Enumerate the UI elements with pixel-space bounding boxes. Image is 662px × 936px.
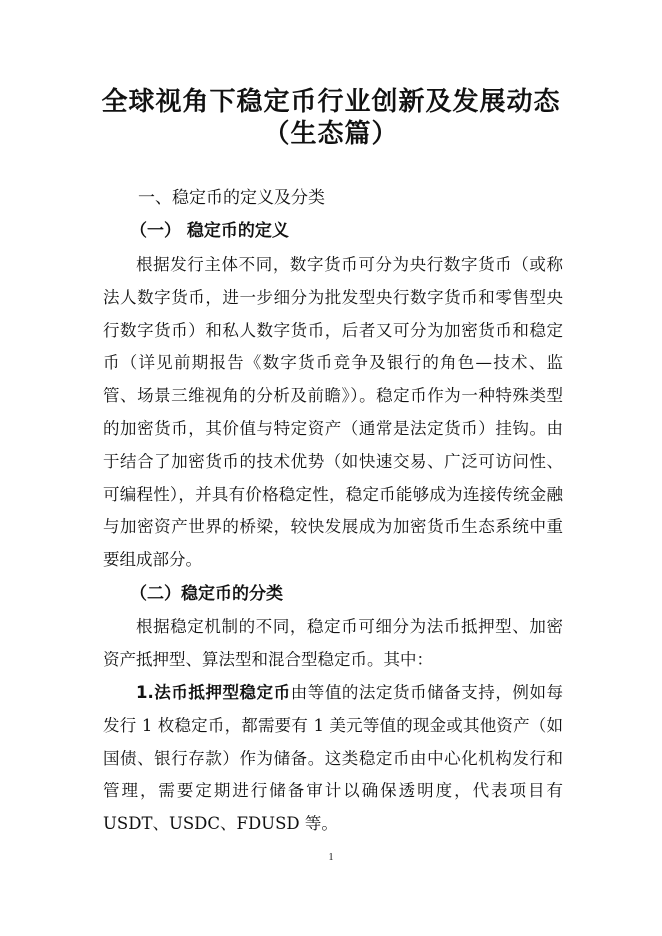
paragraph-fiat-backed: [103, 677, 563, 841]
paragraph-classification: 根据稳定机制的不同，稳定币可细分为法币抵押型、加密资产抵押型、算法型和混合型稳定币。其中：: [103, 617, 563, 669]
fiat-backed-term: 1.法币抵押型稳定币: [136, 683, 291, 702]
fiat-backed-description: 由等值的法定货币储备支持，例如每发行 1 枚稳定币，都需要有 1 美元等值的现金或其他资产（如国债、银行存款）作为储备。这类稳定币由中心化机构发行和管理，需要定期进行储备审计以确保透明度，代表项目有 USDT、USDC、FDUSD 等。: [103, 683, 564, 834]
document-title: 全球视角下稳定币行业创新及发展动态: [101, 87, 561, 117]
section-heading: 一、稳定币的定义及分类: [138, 188, 325, 208]
subsection-heading-definition: （一） 稳定币的定义: [130, 221, 289, 241]
subsection-heading-classification: （二）稳定币的分类: [130, 584, 283, 604]
paragraph-definition: 根据发行主体不同，数字货币可分为央行数字货币（或称法人数字货币，进一步细分为批发型央行数字货币和零售型央行数字货币）和私人数字货币，后者又可分为加密货币和稳定币（详见前期报告《数字货币竞争及银行的角色—技术、监管、场景三维视角的分析及前瞻》）。稳定币作为一种特殊类型的加密货币，其价值与特定资产（通常是法定货币）挂钩。由于结合了加密货币的技术优势（如快速交易、广泛可访问性、可编程性），并具有价格稳定性，稳定币能够成为连接传统金融与加密资产世界的桥梁，较快发展成为加密货币生态系统中重要组成部分。: [103, 255, 563, 570]
page-number: 1: [328, 852, 334, 863]
document-subtitle: （生态篇）: [263, 119, 399, 149]
